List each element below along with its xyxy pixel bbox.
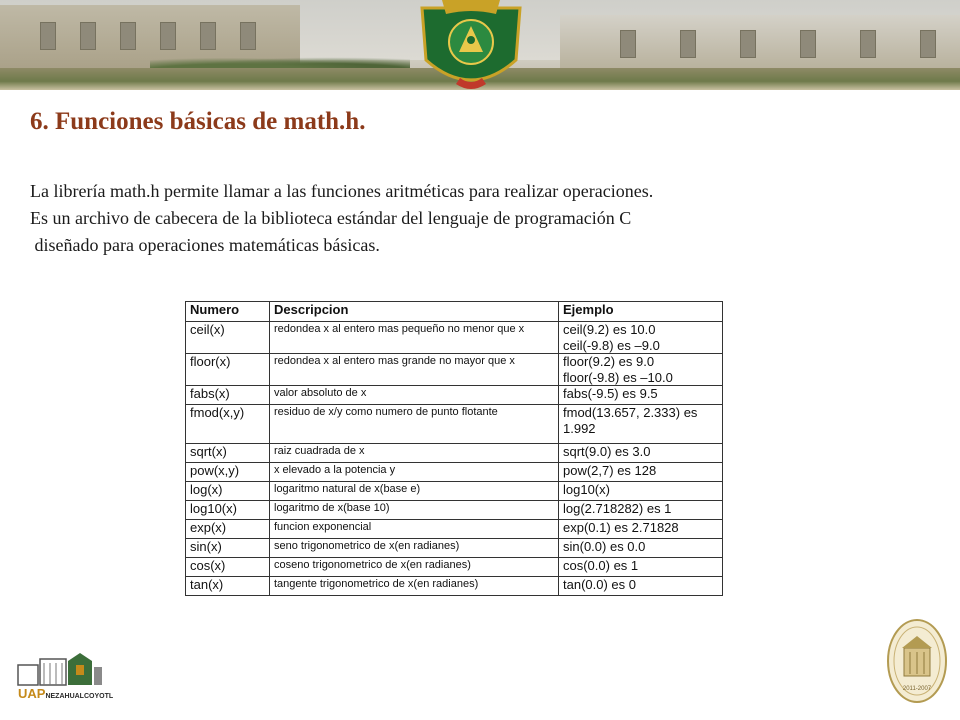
function-description: residuo de x/y como numero de punto flotante <box>270 405 559 444</box>
intro-line-3: diseñado para operaciones matemáticas básicas. <box>30 235 380 255</box>
example-line: 1.992 <box>563 421 596 436</box>
function-name: floor(x) <box>186 354 270 386</box>
uap-acronym: UAP <box>18 686 46 701</box>
function-name: exp(x) <box>186 520 270 539</box>
function-example: log10(x) <box>559 482 723 501</box>
anniversary-seal <box>886 618 948 704</box>
example-line: fmod(13.657, 2.333) es <box>563 405 698 420</box>
function-description: redondea x al entero mas grande no mayor que x <box>270 354 559 386</box>
function-description: funcion exponencial <box>270 520 559 539</box>
table-row <box>186 520 723 539</box>
table-row <box>186 386 723 405</box>
example-line: floor(9.2) es 9.0 <box>563 354 655 369</box>
function-example: cos(0.0) es 1 <box>559 558 723 577</box>
header-ejemplo: Ejemplo <box>559 302 723 322</box>
function-description: tangente trigonometrico de x(en radianes) <box>270 577 559 596</box>
function-description: seno trigonometrico de x(en radianes) <box>270 539 559 558</box>
uap-label <box>18 686 113 701</box>
function-description: raiz cuadrada de x <box>270 444 559 463</box>
table-row <box>186 558 723 577</box>
function-name: fabs(x) <box>186 386 270 405</box>
header-descripcion: Descripcion <box>270 302 559 322</box>
function-name: cos(x) <box>186 558 270 577</box>
functions-table <box>185 301 723 596</box>
intro-line-2: Es un archivo de cabecera de la biblioteca estándar del lenguaje de programación C <box>30 208 632 228</box>
function-example <box>559 354 723 386</box>
table-row <box>186 405 723 444</box>
function-description: x elevado a la potencia y <box>270 463 559 482</box>
function-example: log(2.718282) es 1 <box>559 501 723 520</box>
table-row <box>186 444 723 463</box>
function-description: coseno trigonometrico de x(en radianes) <box>270 558 559 577</box>
function-example <box>559 405 723 444</box>
function-description: valor absoluto de x <box>270 386 559 405</box>
function-description: logaritmo de x(base 10) <box>270 501 559 520</box>
function-name: log10(x) <box>186 501 270 520</box>
function-description: logaritmo natural de x(base e) <box>270 482 559 501</box>
function-description: redondea x al entero mas pequeño no menor que x <box>270 322 559 354</box>
seal-years: 2011-2007 <box>902 686 932 692</box>
function-name: log(x) <box>186 482 270 501</box>
function-name: tan(x) <box>186 577 270 596</box>
intro-line-1: La librería math.h permite llamar a las funciones aritméticas para realizar operaciones. <box>30 181 654 201</box>
function-name: sqrt(x) <box>186 444 270 463</box>
function-example: tan(0.0) es 0 <box>559 577 723 596</box>
crest-logo <box>412 0 530 96</box>
table-row <box>186 501 723 520</box>
slide-title: 6. Funciones básicas de math.h. <box>30 108 366 135</box>
example-line: floor(-9.8) es –10.0 <box>563 370 673 385</box>
table-row <box>186 539 723 558</box>
function-name: sin(x) <box>186 539 270 558</box>
function-example: sin(0.0) es 0.0 <box>559 539 723 558</box>
table-header-row <box>186 302 723 322</box>
function-name: fmod(x,y) <box>186 405 270 444</box>
function-example: fabs(-9.5) es 9.5 <box>559 386 723 405</box>
function-example: sqrt(9.0) es 3.0 <box>559 444 723 463</box>
intro-paragraph <box>30 178 930 259</box>
example-line: ceil(9.2) es 10.0 <box>563 322 656 337</box>
table-row <box>186 577 723 596</box>
function-example: pow(2,7) es 128 <box>559 463 723 482</box>
example-line: ceil(-9.8) es –9.0 <box>563 338 660 353</box>
table-row <box>186 354 723 386</box>
function-example: exp(0.1) es 2.71828 <box>559 520 723 539</box>
table-row <box>186 463 723 482</box>
table-row <box>186 482 723 501</box>
function-name: pow(x,y) <box>186 463 270 482</box>
function-name: ceil(x) <box>186 322 270 354</box>
uap-campus: NEZAHUALCOYOTL <box>45 693 114 700</box>
header-numero: Numero <box>186 302 270 322</box>
function-example <box>559 322 723 354</box>
table-row <box>186 322 723 354</box>
